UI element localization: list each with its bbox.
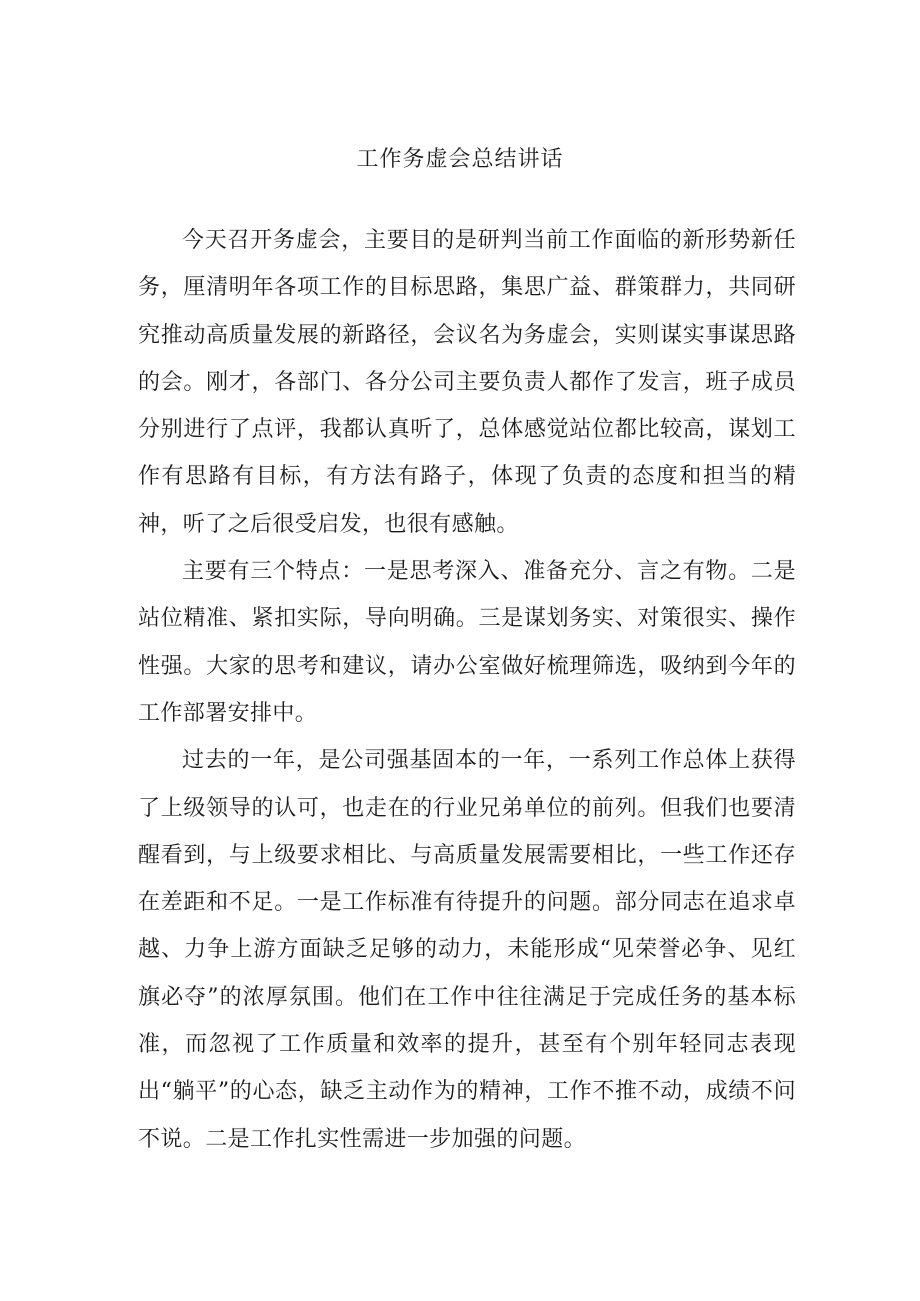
paragraph-2: 主要有三个特点：一是思考深入、准备充分、言之有物。二是站位精准、紧扣实际，导向明确。三是谋划务实、对策很实、操作性强。大家的思考和建议，请办公室做好梳理筛选，吸纳到今年的工作部署安排中。 — [138, 559, 796, 726]
paragraph-3: 过去的一年，是公司强基固本的一年，一系列工作总体上获得了上级领导的认可，也走在的行业兄弟单位的前列。但我们也要清醒看到，与上级要求相比、与高质量发展需要相比，一些工作还存在差距和不足。一是工作标准有待提升的问题。部分同志在追求卓越、力争上游方面缺乏足够的动力，未能形成“见荣誉必争、见红旗必夺”的浓厚氛围。他们在工作中往往满足于完成任务的基本标准，而忽视了工作质量和效率的提升，甚至有个别年轻同志表现出“躺平”的心态，缺乏主动作为的精神，工作不推不动，成绩不问不说。二是工作扎实性需进一步加强的问题。 — [138, 748, 796, 1152]
document-title: 工作务虚会总结讲话 — [356, 147, 564, 172]
document-body — [138, 217, 796, 1163]
paragraph-1: 今天召开务虚会，主要目的是研判当前工作面临的新形势新任务，厘清明年各项工作的目标思路，集思广益、群策群力，共同研究推动高质量发展的新路径，会议名为务虚会，实则谋实事谋思路的会。刚才，各部门、各分公司主要负责人都作了发言，班子成员分别进行了点评，我都认真听了，总体感觉站位都比较高，谋划工作有思路有目标，有方法有路子，体现了负责的态度和担当的精神，听了之后很受启发，也很有感触。 — [138, 228, 796, 537]
